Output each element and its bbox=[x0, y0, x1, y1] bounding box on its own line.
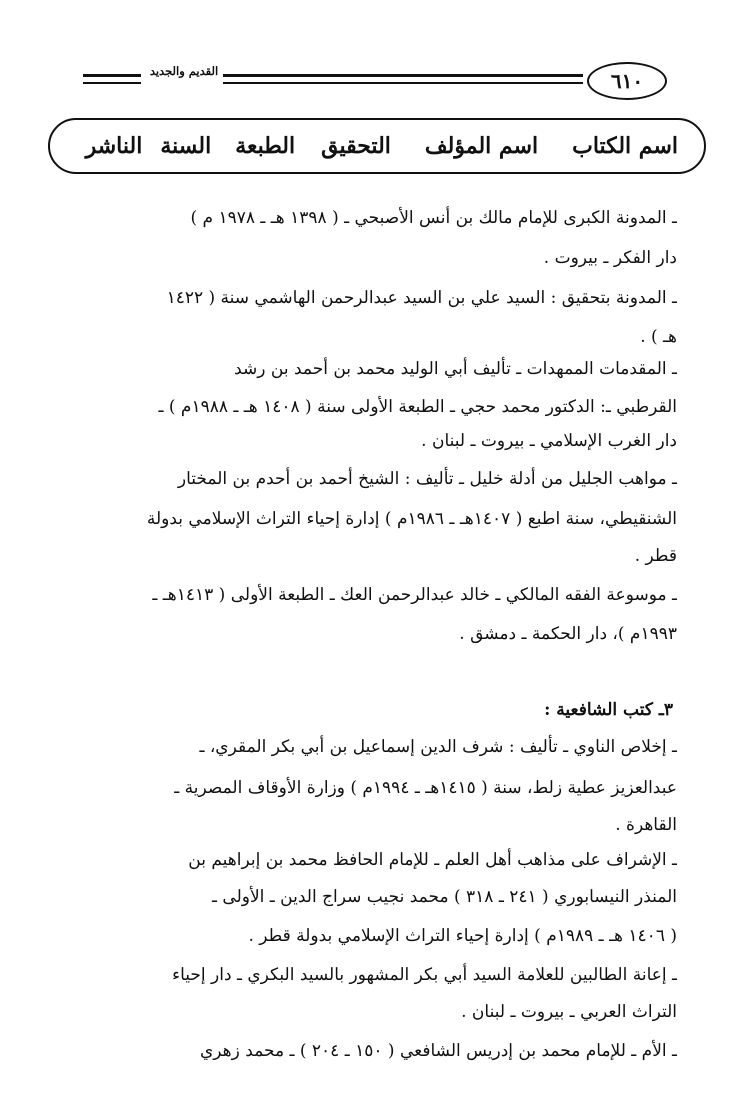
text-line: المنذر النيسابوري ( ٢٤١ ـ ٣١٨ ) محمد نجيب سراج الدين ـ الأولى ـ bbox=[212, 887, 677, 907]
column-header-box bbox=[48, 118, 706, 174]
section-heading: ٣ـ كتب الشافعية : bbox=[544, 700, 673, 720]
text-line: القرطبي ـ: الدكتور محمد حجي ـ الطبعة الأولى سنة ( ١٤٠٨ هـ ـ ١٩٨٨م ) ـ bbox=[158, 397, 677, 417]
text-line: هـ ) . bbox=[640, 327, 677, 347]
header-rule bbox=[223, 82, 583, 84]
text-line: قطر . bbox=[634, 546, 677, 566]
text-line: القاهرة . bbox=[615, 815, 677, 835]
text-line: ـ المقدمات الممهدات ـ تأليف أبي الوليد محمد بن أحمد بن رشد bbox=[234, 359, 677, 379]
text-line: دار الغرب الإسلامي ـ بيروت ـ لبنان . bbox=[421, 431, 677, 451]
column-editor: التحقيق bbox=[321, 133, 391, 159]
header-rule bbox=[83, 74, 141, 77]
text-line: ١٩٩٣م )، دار الحكمة ـ دمشق . bbox=[459, 624, 677, 644]
text-line: ـ المدونة بتحقيق : السيد علي بن السيد عبدالرحمن الهاشمي سنة ( ١٤٢٢ bbox=[166, 288, 677, 308]
text-line: ـ الأم ـ للإمام محمد بن إدريس الشافعي ( ١٥٠ ـ ٢٠٤ ) ـ محمد زهري bbox=[200, 1041, 677, 1061]
running-header bbox=[65, 62, 677, 102]
text-line: الشنقيطي، سنة اطبع ( ١٤٠٧هـ ـ ١٩٨٦م ) إدارة إحياء التراث الإسلامي بدولة bbox=[146, 509, 677, 529]
page-number: ٦١٠ bbox=[587, 62, 667, 100]
header-rule bbox=[223, 74, 583, 77]
text-line: ـ إخلاص الناوي ـ تأليف : شرف الدين إسماعيل بن أبي بكر المقري، ـ bbox=[199, 737, 677, 757]
text-line: ـ المدونة الكبرى للإمام مالك بن أنس الأصبحي ـ ( ١٣٩٨ هـ ـ ١٩٧٨ م ) bbox=[190, 208, 677, 228]
text-line: ( ١٤٠٦ هـ ـ ١٩٨٩م ) إدارة إحياء التراث الإسلامي بدولة قطر . bbox=[248, 926, 677, 946]
text-line: ـ موسوعة الفقه المالكي ـ خالد عبدالرحمن العك ـ الطبعة الأولى ( ١٤١٣هـ ـ bbox=[152, 585, 677, 605]
text-line: دار الفكر ـ بيروت . bbox=[543, 248, 677, 268]
column-publisher: الناشر bbox=[85, 133, 143, 159]
column-book-title: اسم الكتاب bbox=[572, 133, 678, 159]
column-year: السنة bbox=[160, 133, 212, 159]
column-printing: الطبعة bbox=[235, 133, 296, 159]
text-line: ـ الإشراف على مذاهب أهل العلم ـ للإمام الحافظ محمد بن إبراهيم بن bbox=[188, 850, 677, 870]
text-line: التراث العربي ـ بيروت ـ لبنان . bbox=[461, 1002, 677, 1022]
text-line: عبدالعزيز عطية زلط، سنة ( ١٤١٥هـ ـ ١٩٩٤م ) وزارة الأوقاف المصرية ـ bbox=[174, 778, 677, 798]
running-title: القديم والجديد bbox=[149, 64, 219, 78]
column-author-name: اسم المؤلف bbox=[424, 133, 539, 159]
text-line: ـ مواهب الجليل من أدلة خليل ـ تأليف : الشيخ أحمد بن أحدم بن المختار bbox=[177, 469, 677, 489]
header-rule bbox=[83, 82, 141, 84]
text-line: ـ إعانة الطالبين للعلامة السيد أبي بكر المشهور بالسيد البكري ـ دار إحياء bbox=[172, 965, 677, 985]
